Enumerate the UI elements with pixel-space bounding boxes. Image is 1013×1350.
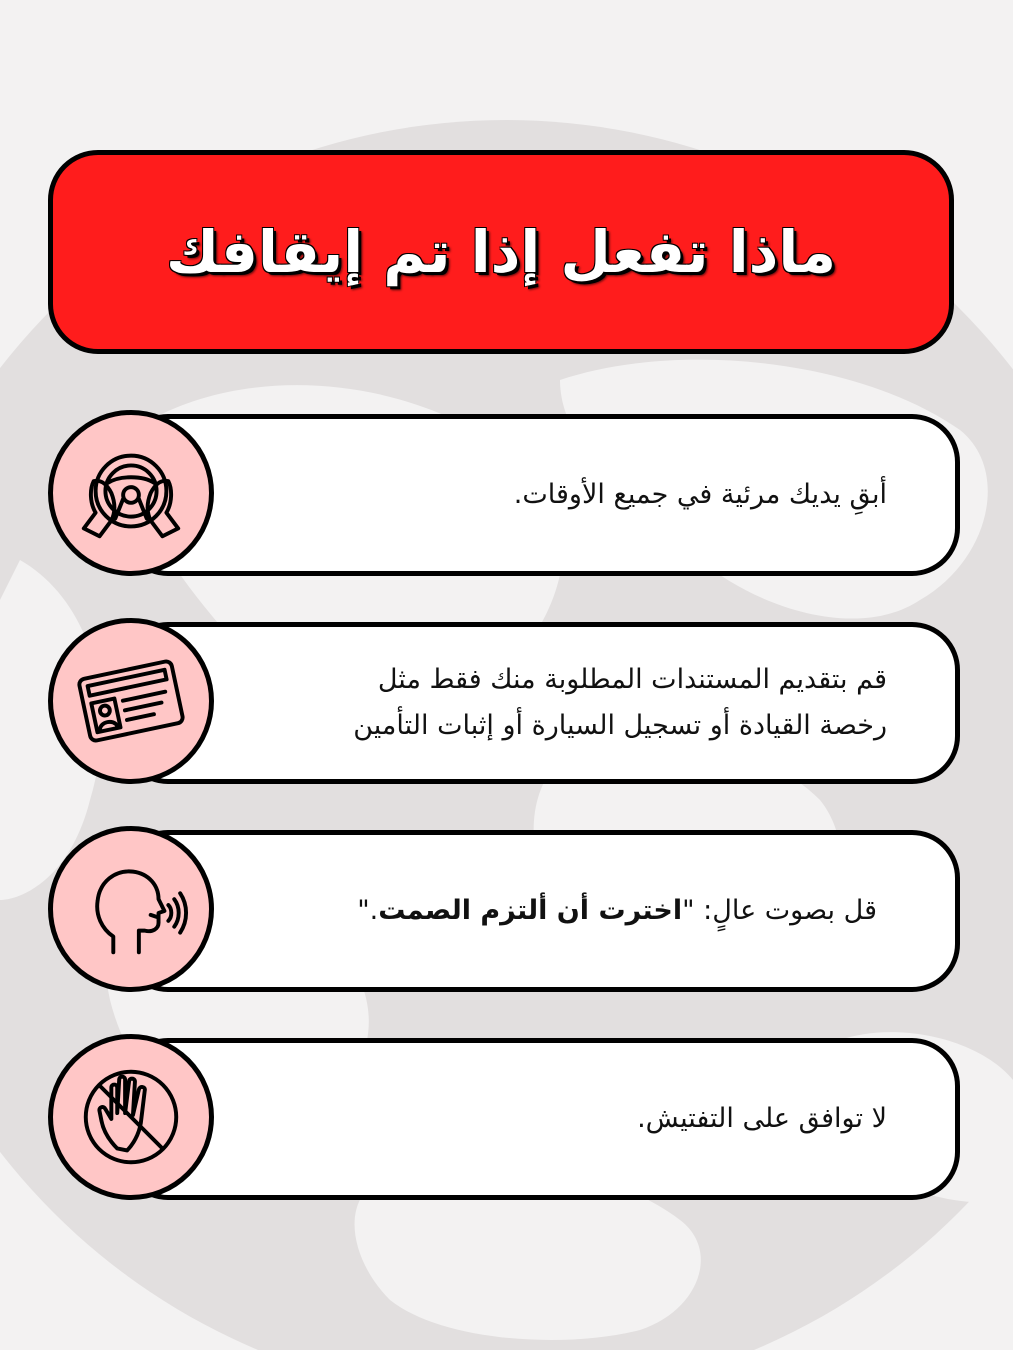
- tip-card-search: [120, 1038, 960, 1200]
- tip-text-hands: أبقِ يديك مرئية في جميع الأوقات.: [513, 479, 887, 510]
- tip-text-silence-suffix: .": [357, 895, 379, 926]
- no-hand-icon: [48, 1034, 214, 1200]
- tip-text-documents-line1: قم بتقديم المستندات المطلوبة منك فقط مثل: [377, 664, 887, 695]
- steering-wheel-hands-icon: [48, 410, 214, 576]
- tip-card-hands: [120, 414, 960, 576]
- speaking-head-icon: [48, 826, 214, 992]
- title-banner: [48, 150, 954, 354]
- tip-text-documents-line2: رخصة القيادة أو تسجيل السيارة أو إثبات التأمين: [353, 710, 887, 741]
- tip-text-silence-bold: اخترت أن ألتزم الصمت: [378, 895, 683, 926]
- tip-text-silence-prefix: قل بصوت عالٍ: ": [682, 895, 877, 926]
- id-card-icon: [48, 618, 214, 784]
- tip-text-search: لا توافق على التفتيش.: [637, 1103, 887, 1134]
- tip-card-silence: [120, 830, 960, 992]
- tip-card-documents: [120, 622, 960, 784]
- page-title: ماذا تفعل إذا تم إيقافك: [165, 218, 837, 286]
